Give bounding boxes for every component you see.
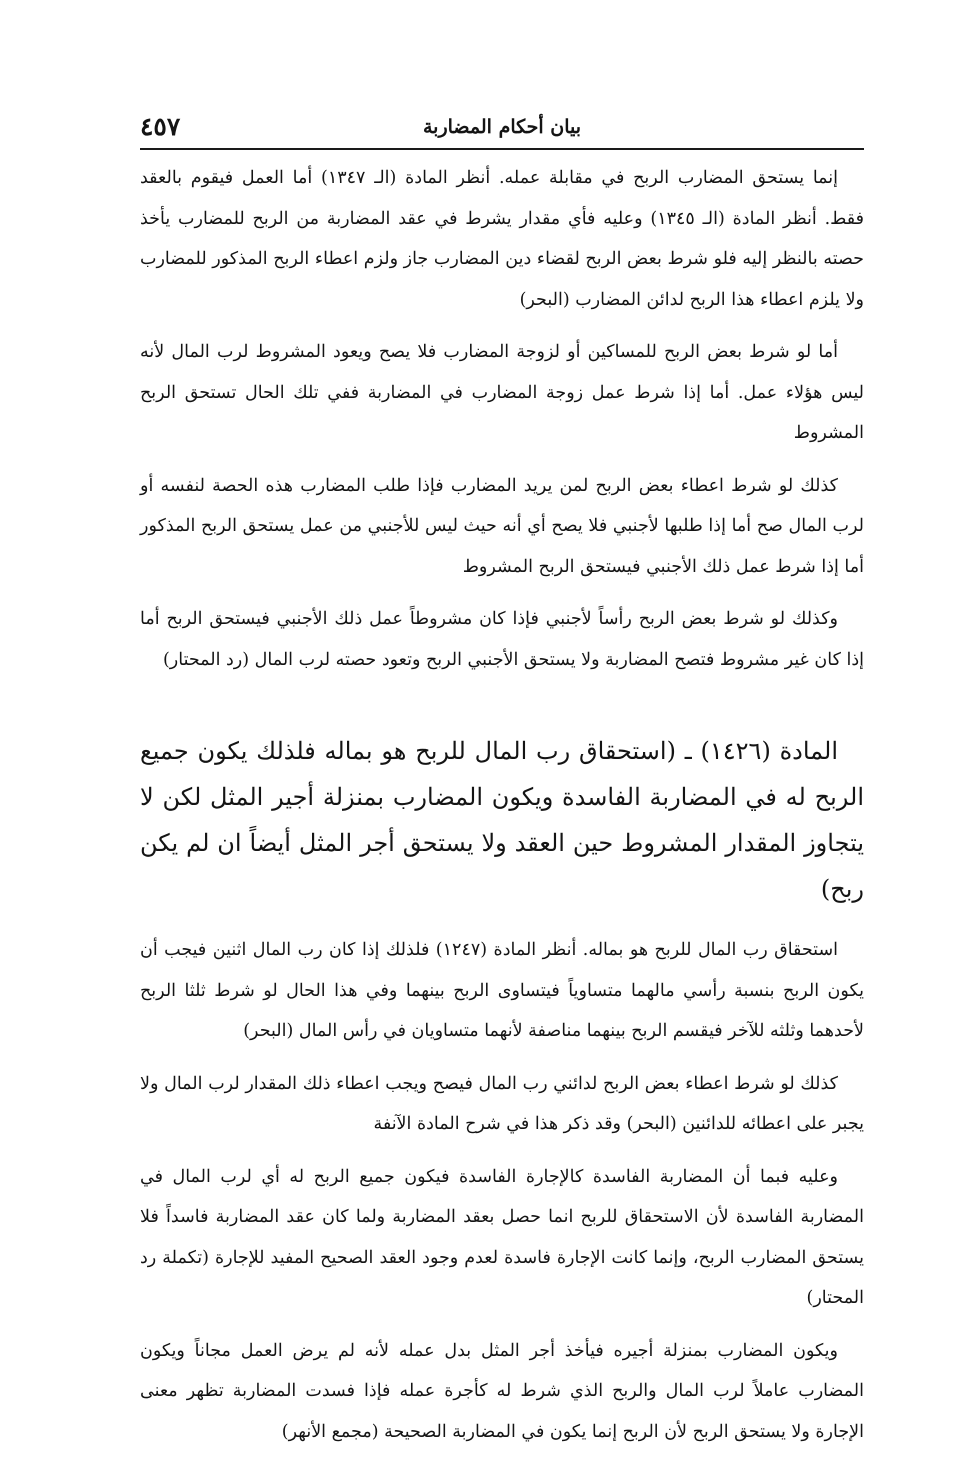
commentary-paragraph: كذلك لو شرط اعطاء بعض الربح لمن يريد المضارب فإذا طلب المضارب هذه الحصة لنفسه أو لرب المال صح أما إذا طلبها لأجنبي فلا يصح أي أنه حيث ليس للأجنبي من عمل يستحق الربح المذكور أما إذا شرط عمل ذلك الأجنبي فيستحق الربح المشروط	[140, 475, 864, 577]
commentary-paragraph: إنما يستحق المضارب الربح في مقابلة عمله. أنظر المادة (الـ ١٣٤٧) أما العمل فيقوم بالعقد فقط. أنظر المادة (الـ ١٣٤٥) وعليه فأي مقدار يشرط في عقد المضاربة من الربح للمضارب يأخذ حصته بالنظر إليه فلو شرط بعض الربح لقضاء دين المضارب جاز ولزم اعطاء الربح المذكور للمضارب ولا يلزم اعطاء هذا الربح لدائن المضارب (البحر)	[140, 168, 865, 310]
commentary-paragraph: كذلك لو شرط اعطاء بعض الربح لدائني رب المال فيصح ويجب اعطاء ذلك المقدار لرب المال ولا يجبر على اعطائه للدائنين (البحر) وقد ذكر هذا في شرح المادة الآنفة	[140, 1073, 864, 1134]
running-header	[140, 108, 864, 150]
article-1426: المادة (١٤٢٦) ـ (استحقاق رب المال للربح هو بماله فلذلك يكون جميع الربح له في المضاربة الفاسدة ويكون المضارب بمنزلة أجير المثل لكن لا يتجاوز المقدار المشروط حين العقد ولا يستحق أجر المثل أيضاً ان لم يكن ربح)	[140, 737, 865, 903]
page-number: ٤٥٧	[140, 112, 181, 141]
page-body	[140, 158, 864, 1464]
commentary-paragraph: وكذلك لو شرط بعض الربح رأساً لأجنبي فإذا كان مشروطاً عمل ذلك الأجنبي فيستحق الربح أما إذا كان غير مشروط فتصح المضاربة ولا يستحق الأجنبي الربح وتعود حصته لرب المال (رد المحتار)	[140, 609, 864, 670]
commentary-paragraph: أما لو شرط بعض الربح للمساكين أو لزوجة المضارب فلا يصح ويعود المشروط لرب المال لأنه ليس هؤلاء عمل. أما إذا شرط عمل زوجة المضارب في المضاربة ففي تلك الحال تستحق الربح المشروط	[140, 342, 864, 443]
book-title: بيان أحكام المضاربة	[422, 116, 582, 138]
commentary-paragraph: وعليه فبما أن المضاربة الفاسدة كالإجارة الفاسدة فيكون جميع الربح له أي لرب المال في المضاربة الفاسدة لأن الاستحقاق للربح انما حصل بعقد المضاربة ولما كان عقد المضاربة فاسداً فلا يستحق المضارب الربح، وإنما كانت الإجارة فاسدة لعدم وجود العقد الصحيح المفيد للإجارة (تكملة رد المحتار)	[140, 1166, 864, 1308]
commentary-paragraph: ويكون المضارب بمنزلة أجيره فيأخذ أجر المثل بدل عمله لأنه لم يرض العمل مجاناً ويكون المضارب عاملاً لرب المال والربح الذي شرط له كأجرة عمله فإذا فسدت المضاربة تظهر معنى الإجارة ولا يستحق الربح لأن الربح إنما يكون في المضاربة الصحيحة (مجمع الأنهر)	[140, 1340, 864, 1442]
commentary-paragraph: استحقاق رب المال للربح هو بماله. أنظر المادة (١٢٤٧) فلذلك إذا كان رب المال اثنين فيجب أن يكون الربح بنسبة رأسي مالهما متساوياً فيتساوى الربح بينهما وفي هذا الحال لو شرط ثلثا الربح لأحدهما وثلثه للآخر فيقسم الربح بينهما مناصفة لأنهما متساويان في رأس المال (البحر)	[140, 940, 864, 1041]
